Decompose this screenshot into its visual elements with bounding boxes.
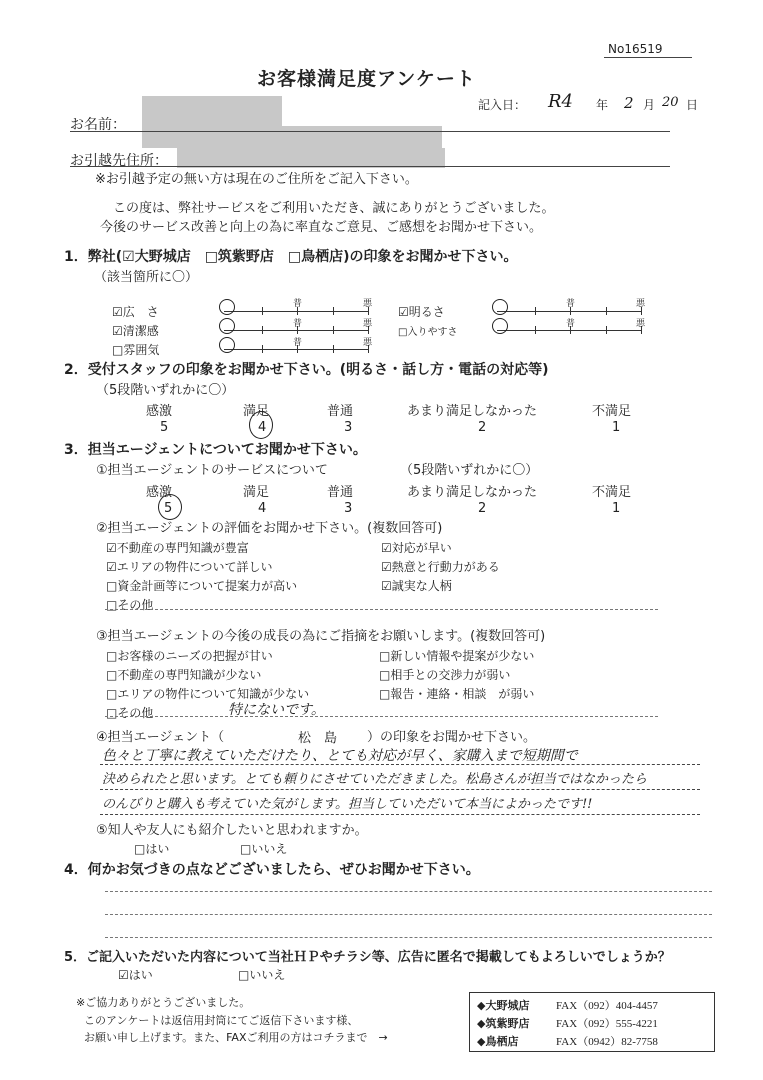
q3-sub2-right-2: ☑熱意と行動力がある xyxy=(381,560,500,574)
handwritten-circle xyxy=(492,318,508,334)
footer-line-1: ※ご協力ありがとうございました。 xyxy=(76,996,251,1009)
q1-item-width: ☑広 さ xyxy=(112,305,159,319)
q3-sub2-left-3: □資金計画等について提案力が高い xyxy=(106,579,298,593)
q4-line-2 xyxy=(105,914,712,915)
address-underline xyxy=(70,166,670,167)
q3-num-1: 1 xyxy=(612,501,621,516)
q3-sub1-note: （5段階いずれかに〇） xyxy=(400,463,539,478)
sub2-other-line xyxy=(105,609,658,610)
scale-mid-label: 普 xyxy=(566,299,576,309)
tick xyxy=(606,307,607,315)
scale-end-label: 悪 xyxy=(363,299,373,309)
address-redaction xyxy=(177,148,445,168)
scale-mid-label: 普 xyxy=(293,319,303,329)
q3-sub3-left-3: □エリアの物件について知識が少ない xyxy=(106,687,310,701)
q4-line-1 xyxy=(105,891,712,892)
handwritten-circle xyxy=(219,299,235,315)
tick xyxy=(535,307,536,315)
q3-sub2-right-1: ☑対応が早い xyxy=(381,541,452,555)
q3-sub5-no: □いいえ xyxy=(240,842,288,856)
serial-number: No16519 xyxy=(608,42,663,56)
scale-mid-label: 普 xyxy=(293,299,303,309)
serial-underline xyxy=(604,57,692,58)
date-day-unit: 日 xyxy=(686,98,699,112)
q3-num-3: 3 xyxy=(344,501,353,516)
q3-label-4: 満足 xyxy=(243,485,270,500)
q2-title: 2．受付スタッフの印象をお聞かせ下さい。(明るさ・話し方・電話の対応等) xyxy=(64,362,549,378)
page-title: お客様満足度アンケート xyxy=(257,68,476,90)
scale-mid-label: 普 xyxy=(293,338,303,348)
sub4-line-2 xyxy=(100,789,700,790)
scale-end-label: 悪 xyxy=(363,338,373,348)
q1-item-atmosphere: □雰囲気 xyxy=(112,343,160,357)
tick xyxy=(333,326,334,334)
q3-sub3-left-2: □不動産の専門知識が少ない xyxy=(106,668,262,682)
q3-label-5: 感激 xyxy=(146,485,173,500)
q3-sub3-right-2: □相手との交渉力が弱い xyxy=(379,668,511,682)
name-redaction xyxy=(142,96,282,126)
intro-line-2: 今後のサービス改善と向上の為に率直なご意見、ご感想をお聞かせ下さい。 xyxy=(100,220,543,235)
q3-sub2-left-4: □その他 xyxy=(106,598,154,612)
handwritten-circle xyxy=(219,337,235,353)
q4-line-3 xyxy=(105,937,712,938)
date-month: 2 xyxy=(624,94,634,112)
address-note: ※お引越予定の無い方は現在のご住所をご記入下さい。 xyxy=(95,172,418,187)
tick xyxy=(262,345,263,353)
name-label: お名前： xyxy=(70,117,126,133)
date-day: 20 xyxy=(662,95,679,110)
q3-sub3-left-4: □その他 xyxy=(106,706,154,720)
q2-label-1: 不満足 xyxy=(592,404,632,419)
q2-label-5: 感激 xyxy=(146,404,173,419)
q3-sub4-handwriting-3: のんびりと購入も考えていた気がします。担当していただいて本当によかったです!! xyxy=(102,797,593,812)
footer-line-2: このアンケートは返信用封筒にてご返信下さいます様、 xyxy=(84,1014,359,1027)
date-year-unit: 年 xyxy=(596,98,609,112)
q2-answer-circle xyxy=(249,411,273,439)
q3-num-5: 5 xyxy=(164,501,173,516)
q3-label-1: 不満足 xyxy=(592,485,632,500)
name-redaction-2 xyxy=(142,126,442,148)
q2-num-1: 1 xyxy=(612,420,621,435)
q3-sub2-right-3: ☑誠実な人柄 xyxy=(381,579,452,593)
q1-title: 1．弊社(☑大野城店 □筑紫野店 □鳥栖店)の印象をお聞かせ下さい。 xyxy=(64,249,518,265)
handwritten-circle xyxy=(219,318,235,334)
tick xyxy=(262,326,263,334)
q1-note: （該当箇所に〇） xyxy=(94,270,199,285)
q2-num-4: 4 xyxy=(258,420,267,435)
scale-end-label: 悪 xyxy=(636,299,646,309)
sub3-other-line xyxy=(105,716,658,717)
q3-label-2: あまり満足しなかった xyxy=(407,485,538,500)
q3-sub4-suffix: ）の印象をお聞かせ下さい。 xyxy=(367,730,537,745)
footer-line-3: お願い申し上げます。また、FAXご利用の方はコチラまで → xyxy=(84,1031,388,1044)
q5-no: □いいえ xyxy=(238,968,286,982)
q2-label-3: 普通 xyxy=(327,404,354,419)
date-month-unit: 月 xyxy=(643,98,656,112)
q3-sub5-yes: □はい xyxy=(134,842,170,856)
q3-sub2: ②担当エージェントの評価をお聞かせ下さい。(複数回答可) xyxy=(96,521,443,536)
address-label: お引越先住所： xyxy=(70,153,168,169)
tick xyxy=(535,326,536,334)
q2-num-2: 2 xyxy=(478,420,487,435)
q3-sub3-right-1: □新しい情報や提案が少ない xyxy=(379,649,535,663)
q3-label-3: 普通 xyxy=(327,485,354,500)
scale-end-label: 悪 xyxy=(636,319,646,329)
q3-num-2: 2 xyxy=(478,501,487,516)
q2-num-3: 3 xyxy=(344,420,353,435)
q3-sub4-prefix: ④担当エージェント（ xyxy=(96,730,225,745)
q3-sub3-right-3: □報告・連絡・相談 が弱い xyxy=(379,687,535,701)
tick xyxy=(333,307,334,315)
q2-note: （5段階いずれかに〇） xyxy=(96,383,235,398)
q2-label-2: あまり満足しなかった xyxy=(407,404,538,419)
q3-sub4-handwriting-1: 色々と丁寧に教えていただけたり、とても対応が早く、家購入まで短期間で xyxy=(102,748,578,764)
intro-line-1: この度は、弊社サービスをご利用いただき、誠にありがとうございました。 xyxy=(113,201,555,216)
q1-item-brightness: ☑明るさ xyxy=(398,305,445,319)
date-label: 記入日： xyxy=(478,98,527,112)
q2-label-4: 満足 xyxy=(243,404,270,419)
scale-mid-label: 普 xyxy=(566,319,576,329)
name-underline xyxy=(70,131,670,132)
fax-store-1: ◆大野城店 xyxy=(477,999,530,1012)
handwritten-circle xyxy=(492,299,508,315)
q5-yes: ☑はい xyxy=(118,968,153,982)
tick xyxy=(262,307,263,315)
fax-number-1: FAX（092）404-4457 xyxy=(556,1000,658,1012)
q5-title: 5．ご記入いただいた内容について当社ＨＰやチラシ等、広告に匿名で掲載してもよろしいでしょうか？ xyxy=(64,950,671,965)
fax-store-2: ◆筑紫野店 xyxy=(477,1017,530,1030)
q3-sub1: ①担当エージェントのサービスについて xyxy=(96,463,328,478)
q4-title: 4．何かお気づきの点などございましたら、ぜひお聞かせ下さい。 xyxy=(64,862,480,878)
q3-sub3-other-handwriting: 特にないです。 xyxy=(228,702,325,718)
tick xyxy=(606,326,607,334)
q3-sub2-left-1: ☑不動産の専門知識が豊富 xyxy=(106,541,249,555)
q3-num-4: 4 xyxy=(258,501,267,516)
fax-number-2: FAX（092）555-4221 xyxy=(556,1018,658,1030)
q1-item-cleanliness: ☑清潔感 xyxy=(112,324,159,338)
q2-num-5: 5 xyxy=(160,420,169,435)
tick xyxy=(333,345,334,353)
q3-sub2-left-2: ☑エリアの物件について詳しい xyxy=(106,560,273,574)
scale-end-label: 悪 xyxy=(363,319,373,329)
q3-sub5: ⑤知人や友人にも紹介したいと思われますか。 xyxy=(96,823,368,838)
q3-title: 3．担当エージェントについてお聞かせ下さい。 xyxy=(64,442,367,458)
q3-sub3-left-1: □お客様のニーズの把握が甘い xyxy=(106,649,273,663)
date-era: R4 xyxy=(548,91,574,112)
q1-item-accessibility: □入りやすさ xyxy=(398,327,458,338)
fax-store-3: ◆鳥栖店 xyxy=(477,1035,519,1048)
q3-sub4-agent-name: 松 島 xyxy=(298,731,338,746)
sub4-line-1 xyxy=(100,764,700,765)
q3-sub4-handwriting-2: 決められたと思います。とても頼りにさせていただきました。松島さんが担当ではなかったら xyxy=(102,772,647,787)
q3-sub3: ③担当エージェントの今後の成長の為にご指摘をお願いします。(複数回答可) xyxy=(96,629,546,644)
sub4-line-3 xyxy=(100,814,700,815)
fax-number-3: FAX（0942）82-7758 xyxy=(556,1036,658,1048)
